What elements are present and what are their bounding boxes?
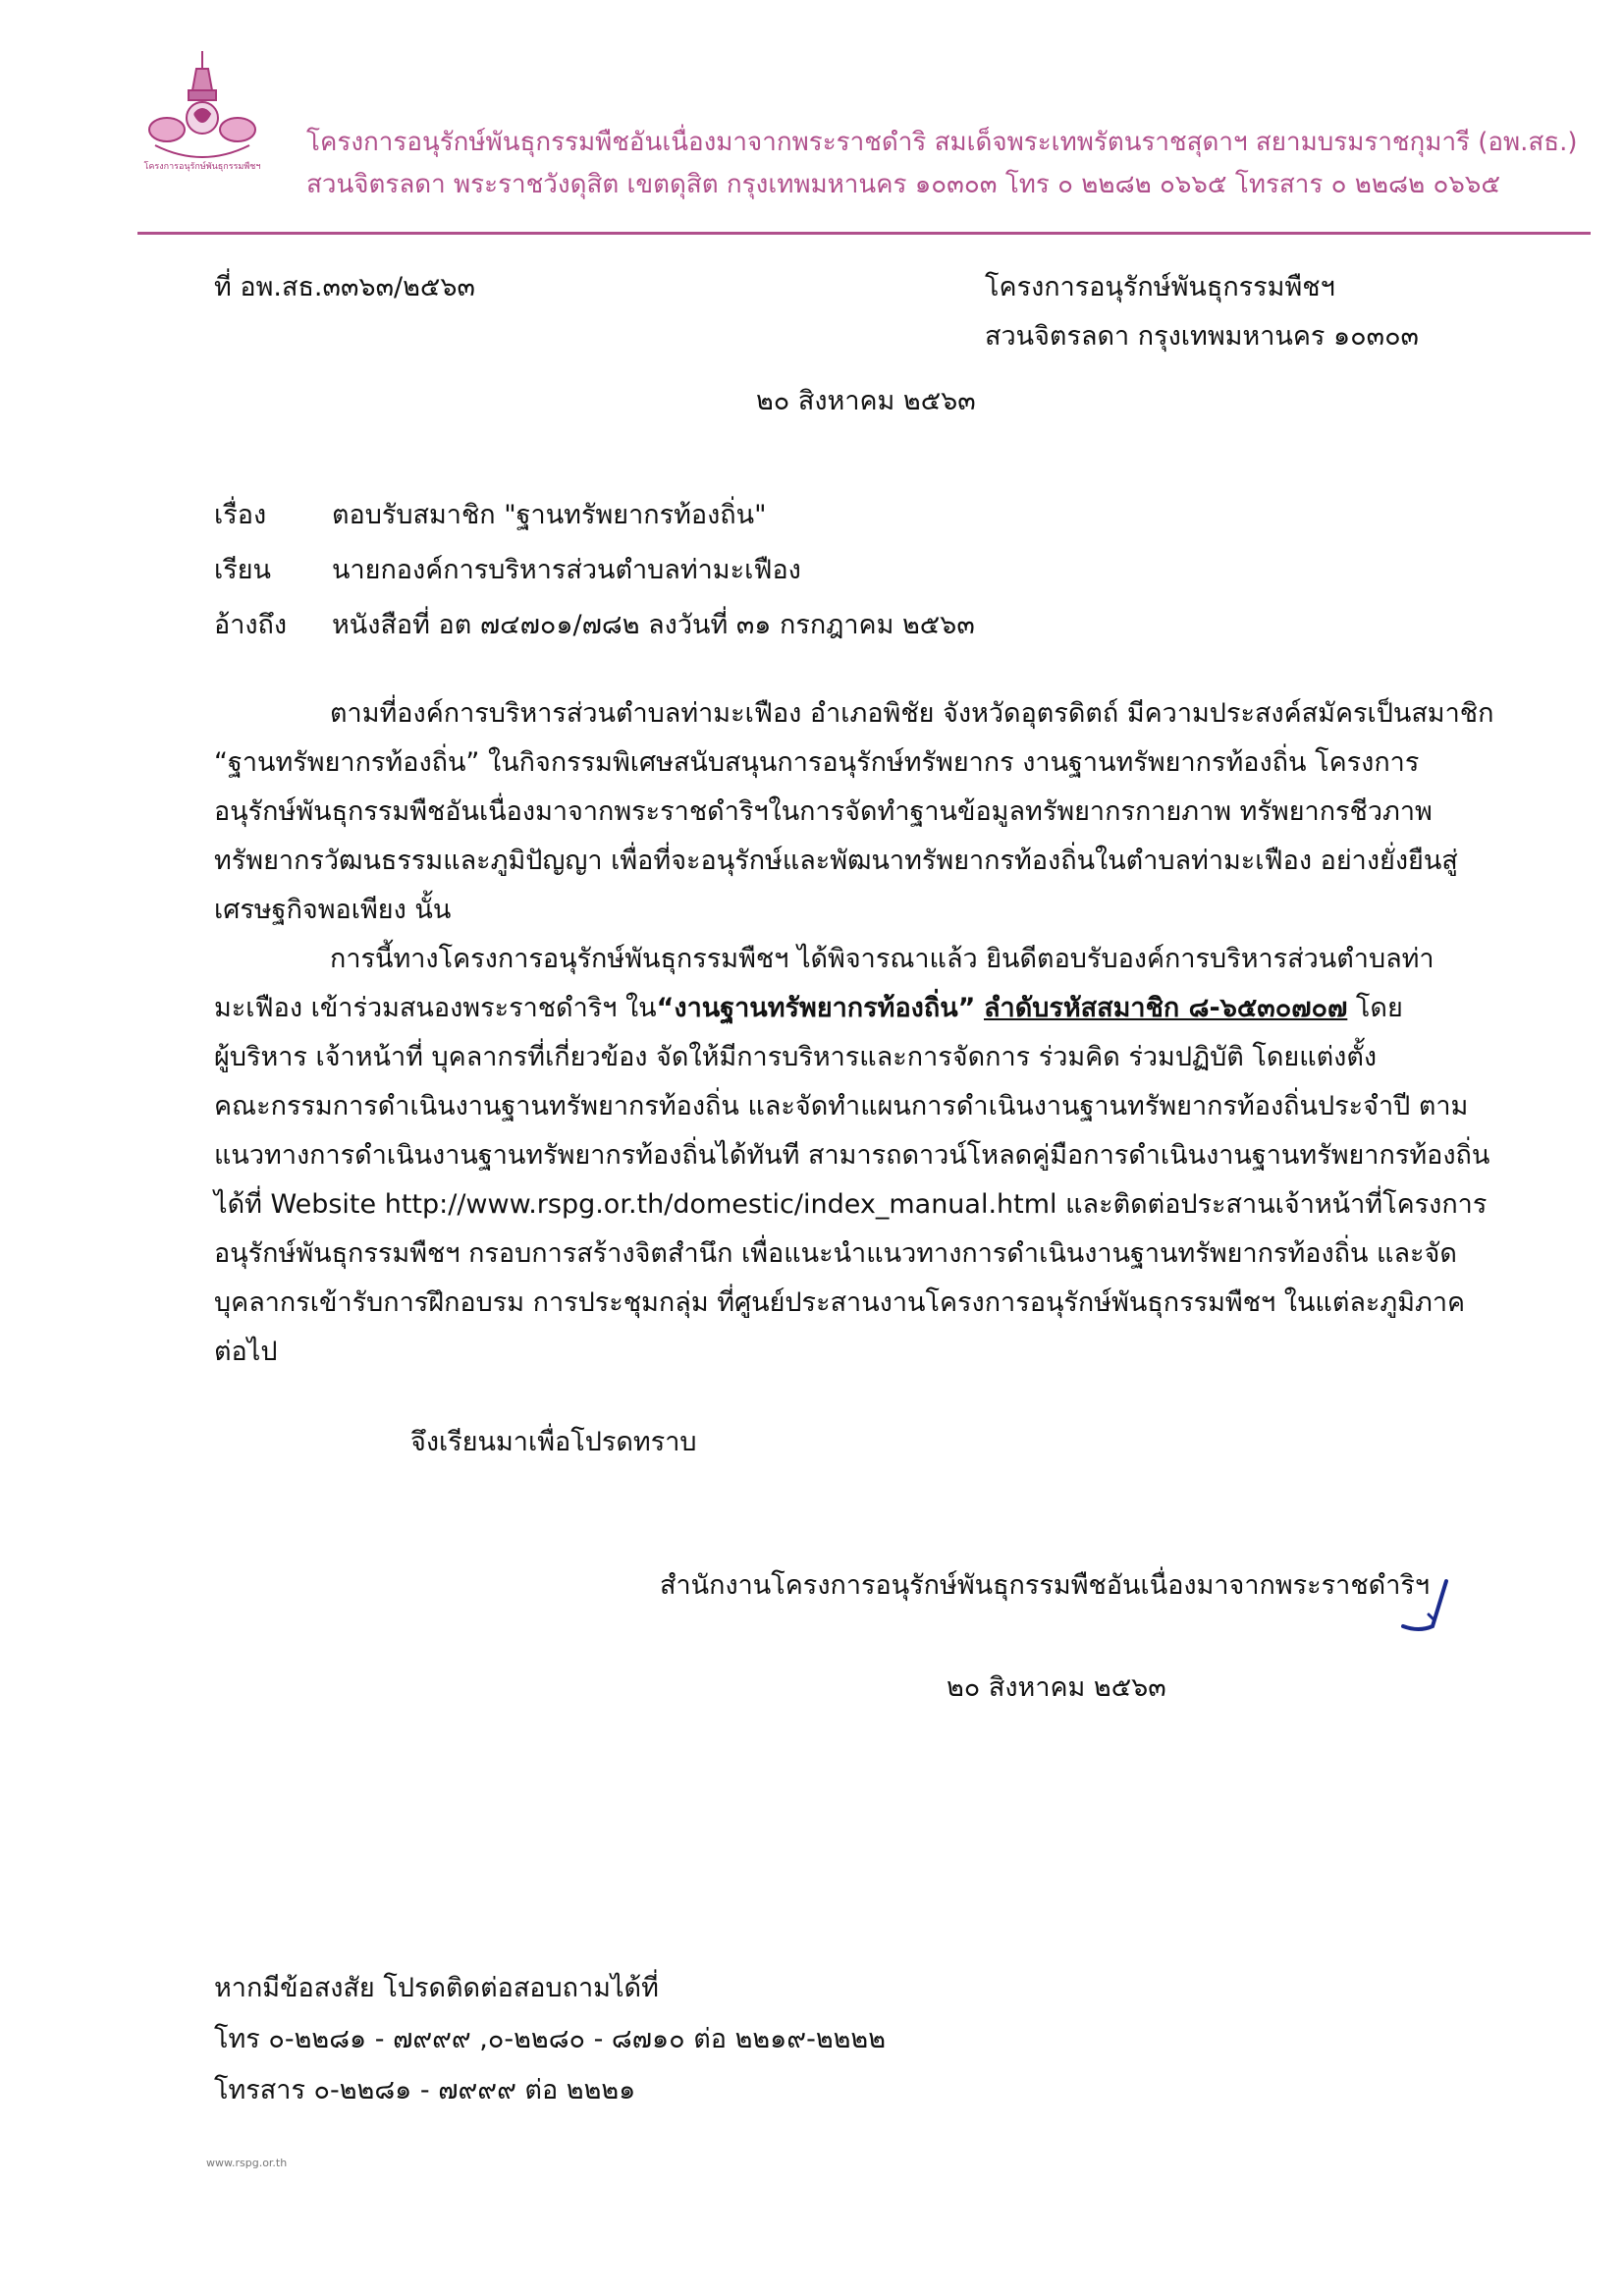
- paragraph-2-line: การนี้ทางโครงการอนุรักษ์พันธุกรรมพืชฯ ได้พิจารณาแล้ว ยินดีตอบรับองค์การบริหารส่วนตำบลท่า: [330, 944, 1435, 974]
- paragraph-2-text: มะเฟือง เข้าร่วมสนองพระราชดำริฯ ใน: [214, 993, 657, 1023]
- website-line: ได้ที่ Website http://www.rspg.or.th/domestic/index_manual.html และติดต่อประสานเจ้าหน้าที่โครงการ: [214, 1189, 1488, 1220]
- reference-value: หนังสือที่ อต ๗๔๗๐๑/๗๘๒ ลงวันที่ ๓๑ กรกฎาคม ๒๕๖๓: [332, 610, 975, 640]
- paragraph-1-line: ทรัพยากรวัฒนธรรมและภูมิปัญญา เพื่อที่จะอนุรักษ์และพัฒนาทรัพยากรท้องถิ่นในตำบลท่ามะเฟือง อย่างยั่งยืนสู่: [214, 846, 1458, 876]
- member-code: ลำดับรหัสสมาชิก ๘-๖๕๓๐๗๐๗: [984, 993, 1348, 1023]
- paragraph-2: [214, 935, 1512, 1377]
- paragraph-1-line: ตามที่องค์การบริหารส่วนตำบลท่ามะเฟือง อำเภอพิชัย จังหวัดอุตรดิตถ์ มีความประสงค์สมัครเป็นสมาชิก: [330, 698, 1494, 729]
- paragraph-2-line: ต่อไป: [214, 1337, 278, 1367]
- contact-line-1: หากมีข้อสงสัย โปรดติดต่อสอบถามได้ที่: [214, 1973, 659, 2003]
- footer-url: www.rspg.or.th: [206, 2157, 288, 2169]
- letterhead-line-2: สวนจิตรลดา พระราชวังดุสิต เขตดุสิต กรุงเทพมหานคร ๑๐๓๐๓ โทร ๐ ๒๒๘๒ ๐๖๖๕ โทรสาร ๐ ๒๒๘๒ ๐๖๖๕: [306, 170, 1501, 199]
- subject-value: ตอบรับสมาชิก "ฐานทรัพยากรท้องถิ่น": [332, 500, 767, 530]
- paragraph-1-line: “ฐานทรัพยากรท้องถิ่น” ในกิจกรรมพิเศษสนับสนุนการอนุรักษ์ทรัพยากร งานฐานทรัพยากรท้องถิ่น โครงการ: [214, 747, 1420, 778]
- closing-line: จึงเรียนมาเพื่อโปรดทราบ: [410, 1427, 697, 1457]
- letterhead-line-1: โครงการอนุรักษ์พันธุกรรมพืชอันเนื่องมาจากพระราชดำริ สมเด็จพระเทพรัตนราชสุดาฯ สยามบรมราชกุมารี (อพ.สธ.): [306, 128, 1578, 157]
- paragraph-2-line: ผู้บริหาร เจ้าหน้าที่ บุคลากรที่เกี่ยวข้อง จัดให้มีการบริหารและการจัดการ ร่วมคิด ร่วมปฏิบัติ โดยแต่งตั้ง: [214, 1042, 1378, 1072]
- reference-number: ที่ อพ.สธ.๓๓๖๓/๒๕๖๓: [214, 272, 475, 302]
- sender-line-1: โครงการอนุรักษ์พันธุกรรมพืชฯ: [985, 272, 1335, 302]
- paragraph-2-text: โดย: [1355, 993, 1403, 1023]
- recipient-value: นายกองค์การบริหารส่วนตำบลท่ามะเฟือง: [332, 555, 801, 585]
- paragraph-2-line: อนุรักษ์พันธุกรรมพืชฯ กรอบการสร้างจิตสำนึก เพื่อแนะนำแนวทางการดำเนินงานฐานทรัพยากรท้องถิ่น และจัด: [214, 1238, 1457, 1269]
- signature-date: ๒๐ สิงหาคม ๒๕๖๓: [947, 1672, 1166, 1703]
- logo-caption: โครงการอนุรักษ์พันธุกรรมพืชฯ: [143, 162, 261, 172]
- signature-mark: [1399, 1571, 1478, 1640]
- paragraph-1-line: เศรษฐกิจพอเพียง นั้น: [214, 895, 452, 925]
- paragraph-2-line: คณะกรรมการดำเนินงานฐานทรัพยากรท้องถิ่น และจัดทำแผนการดำเนินงานฐานทรัพยากรท้องถิ่นประจำปี ตาม: [214, 1091, 1469, 1121]
- subject-label: เรื่อง: [214, 500, 267, 530]
- contact-phone: โทร ๐-๒๒๘๑ - ๗๙๙๙ ,๐-๒๒๘๐ - ๘๗๑๐ ต่อ ๒๒๑๙-๒๒๒๒: [214, 2024, 887, 2054]
- signature-office: สำนักงานโครงการอนุรักษ์พันธุกรรมพืชอันเนื่องมาจากพระราชดำริฯ: [660, 1570, 1431, 1601]
- reference-label: อ้างถึง: [214, 610, 288, 640]
- paragraph-1: [214, 689, 1512, 935]
- letter-date: ๒๐ สิงหาคม ๒๕๖๓: [756, 386, 976, 416]
- program-name-quote: “งานฐานทรัพยากรท้องถิ่น”: [656, 993, 976, 1023]
- recipient-label: เรียน: [214, 555, 272, 585]
- letterhead-divider: [137, 232, 1591, 235]
- rspg-logo: [137, 47, 267, 173]
- paragraph-2-line: [214, 984, 1512, 1033]
- paragraph-2-line: แนวทางการดำเนินงานฐานทรัพยากรท้องถิ่นได้ทันที สามารถดาวน์โหลดคู่มือการดำเนินงานฐานทรัพยากรท้องถิ่น: [214, 1140, 1490, 1171]
- sender-line-2: สวนจิตรลดา กรุงเทพมหานคร ๑๐๓๐๓: [985, 321, 1420, 352]
- paragraph-2-line: บุคลากรเข้ารับการฝึกอบรม การประชุมกลุ่ม ที่ศูนย์ประสานงานโครงการอนุรักษ์พันธุกรรมพืชฯ ในแต่ละภูมิภาค: [214, 1287, 1466, 1318]
- contact-fax: โทรสาร ๐-๒๒๘๑ - ๗๙๙๙ ต่อ ๒๒๒๑: [214, 2075, 636, 2105]
- paragraph-1-line: อนุรักษ์พันธุกรรมพืชอันเนื่องมาจากพระราชดำริฯในการจัดทำฐานข้อมูลทรัพยากรกายภาพ ทรัพยากรชีวภาพ: [214, 796, 1433, 827]
